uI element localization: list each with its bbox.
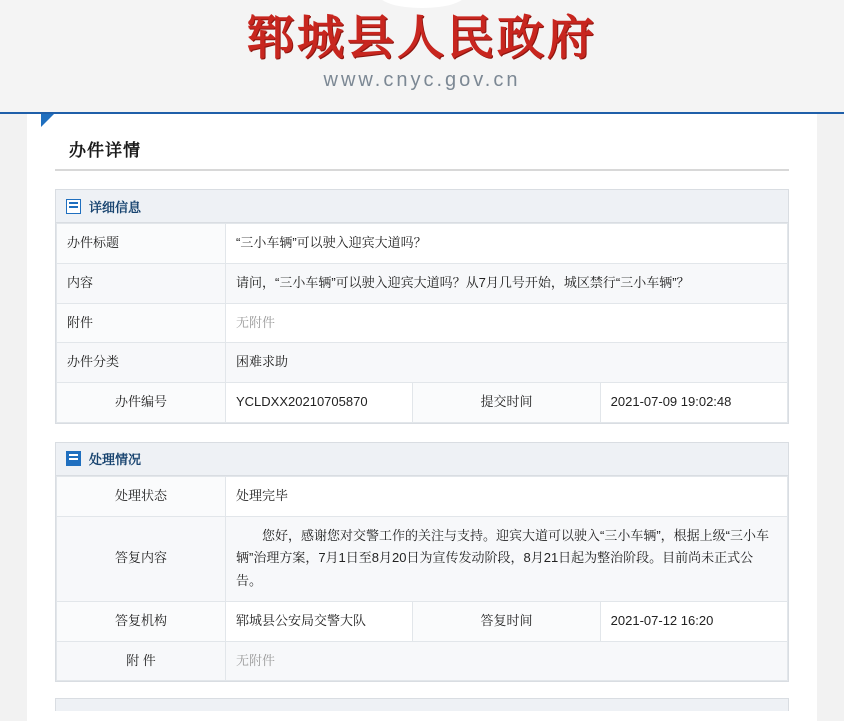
row-label-reply-time: 答复时间	[413, 601, 600, 641]
row-label-title: 办件标题	[57, 224, 226, 264]
row-label-reply: 答复内容	[57, 516, 226, 601]
table-row	[57, 476, 788, 516]
row-label-reply-attachment: 附 件	[57, 641, 226, 681]
detail-section-title: 详细信息	[89, 199, 142, 215]
row-value-id: YCLDXX20210705870	[226, 383, 413, 423]
row-label-attachment: 附件	[57, 303, 226, 343]
table-row	[57, 383, 788, 423]
row-value-category: 困难求助	[226, 343, 788, 383]
row-value-submit-time: 2021-07-09 19:02:48	[600, 383, 787, 423]
site-url: www.cnyc.gov.cn	[323, 68, 521, 91]
row-label-content: 内容	[57, 263, 226, 303]
page-title: 办件详情	[69, 141, 141, 160]
row-value-status: 处理完毕	[226, 476, 788, 516]
list-icon	[66, 451, 81, 466]
row-label-status: 处理状态	[57, 476, 226, 516]
table-row	[57, 303, 788, 343]
site-title: 郓城县人民政府	[247, 13, 597, 65]
corner-flag-icon	[41, 114, 54, 127]
page-content	[27, 114, 817, 721]
header-notch-decoration	[379, 0, 465, 8]
list-icon	[66, 199, 81, 214]
table-row	[57, 263, 788, 303]
table-row	[57, 224, 788, 264]
page-title-row	[55, 114, 789, 171]
processing-status-section	[55, 442, 789, 683]
next-section-placeholder	[55, 698, 789, 711]
table-row	[57, 641, 788, 681]
row-value-content: 请问，“三小车辆”可以驶入迎宾大道吗？从7月几号开始，城区禁行“三小车辆”？	[226, 263, 788, 303]
table-row	[57, 516, 788, 601]
process-table	[56, 476, 788, 682]
detail-section-header	[56, 190, 788, 223]
process-section-header	[56, 443, 788, 476]
row-value-attachment: 无附件	[226, 303, 788, 343]
detail-information-section	[55, 189, 789, 424]
row-value-reply: 您好，感谢您对交警工作的关注与支持。迎宾大道可以驶入“三小车辆”，根据上级“三小车辆”治理方案，7月1日至8月20日为宣传发动阶段，8月21日起为整治阶段。目前尚未正式公告。	[226, 516, 788, 601]
table-row	[57, 601, 788, 641]
row-label-submit-time: 提交时间	[413, 383, 600, 423]
row-value-organization: 郓城县公安局交警大队	[226, 601, 413, 641]
row-value-reply-time: 2021-07-12 16:20	[600, 601, 787, 641]
row-label-category: 办件分类	[57, 343, 226, 383]
site-header	[0, 0, 844, 114]
process-section-title: 处理情况	[89, 452, 142, 468]
table-row	[57, 343, 788, 383]
row-value-title: “三小车辆”可以驶入迎宾大道吗？	[226, 224, 788, 264]
row-value-reply-attachment: 无附件	[226, 641, 788, 681]
detail-table	[56, 223, 788, 423]
row-label-organization: 答复机构	[57, 601, 226, 641]
row-label-id: 办件编号	[57, 383, 226, 423]
